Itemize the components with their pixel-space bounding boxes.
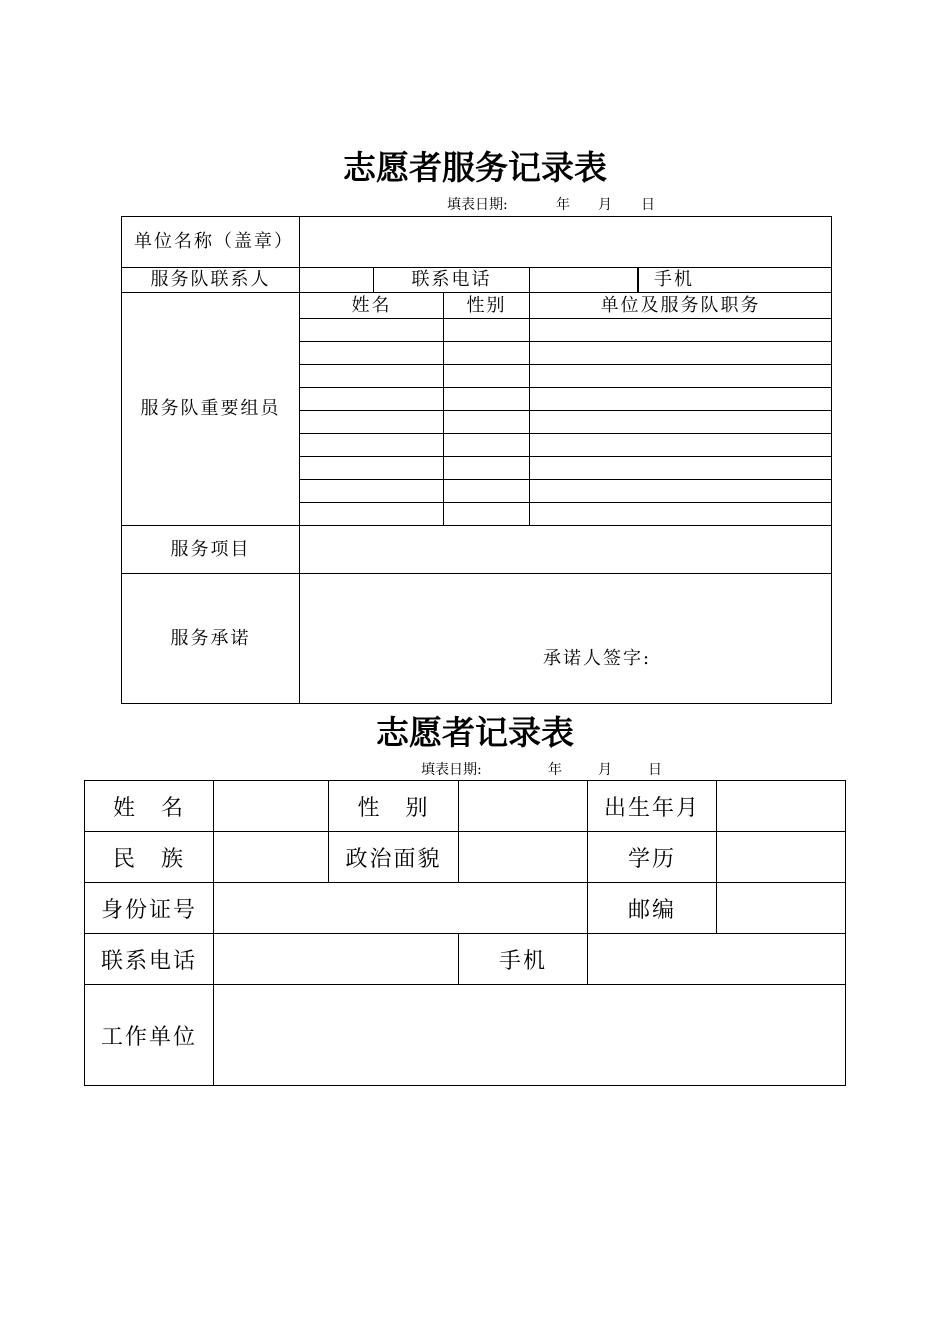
member-name-cell[interactable] xyxy=(300,365,444,388)
member-position-cell[interactable] xyxy=(530,342,832,365)
id-label: 身份证号 xyxy=(85,883,214,934)
political-field[interactable] xyxy=(459,832,588,883)
phone2-field[interactable] xyxy=(214,934,459,985)
member-position-cell[interactable] xyxy=(530,480,832,503)
ethnicity-label: 民 族 xyxy=(85,832,214,883)
member-gender-cell[interactable] xyxy=(444,503,530,526)
phone-field[interactable] xyxy=(530,268,694,293)
mobile-label: 手机 xyxy=(638,267,709,293)
form2-date-label: 填表日期: xyxy=(421,762,482,778)
form2-date-bar xyxy=(0,759,950,779)
promise-field[interactable] xyxy=(300,574,832,704)
col-position-header: 单位及服务队职务 xyxy=(530,293,832,319)
form1-date-label: 填表日期: xyxy=(447,197,508,213)
member-name-cell[interactable] xyxy=(300,388,444,411)
id-field[interactable] xyxy=(214,883,588,934)
unit-name-label: 单位名称（盖章） xyxy=(122,217,300,268)
form2-date-year: 年 xyxy=(548,762,562,778)
member-position-cell[interactable] xyxy=(530,434,832,457)
volunteer-service-form xyxy=(121,216,832,704)
education-field[interactable] xyxy=(717,832,846,883)
unit-name-field[interactable] xyxy=(300,217,832,268)
form1-date-month: 月 xyxy=(598,197,612,213)
ethnicity-field[interactable] xyxy=(214,832,329,883)
form1-date-day: 日 xyxy=(641,197,655,213)
member-position-cell[interactable] xyxy=(530,388,832,411)
member-name-cell[interactable] xyxy=(300,319,444,342)
project-field[interactable] xyxy=(300,526,832,574)
promise-label: 服务承诺 xyxy=(122,574,300,704)
form1-date-year: 年 xyxy=(556,197,570,213)
gender-field[interactable] xyxy=(459,781,588,832)
work-label: 工作单位 xyxy=(85,985,214,1086)
name-field[interactable] xyxy=(214,781,329,832)
member-name-cell[interactable] xyxy=(300,480,444,503)
member-gender-cell[interactable] xyxy=(444,319,530,342)
postcode-label: 邮编 xyxy=(588,883,717,934)
mobile2-field[interactable] xyxy=(588,934,846,985)
member-name-cell[interactable] xyxy=(300,503,444,526)
phone2-label: 联系电话 xyxy=(85,934,214,985)
volunteer-record-form xyxy=(84,780,846,1086)
member-position-cell[interactable] xyxy=(530,365,832,388)
member-gender-cell[interactable] xyxy=(444,480,530,503)
contact-label: 服务队联系人 xyxy=(122,268,300,293)
political-label: 政治面貌 xyxy=(329,832,459,883)
member-name-cell[interactable] xyxy=(300,457,444,480)
member-name-cell[interactable] xyxy=(300,434,444,457)
name-label: 姓 名 xyxy=(85,781,214,832)
col-name-header: 姓名 xyxy=(300,293,444,319)
phone-label: 联系电话 xyxy=(374,268,530,293)
member-name-cell[interactable] xyxy=(300,342,444,365)
gender-label: 性 别 xyxy=(329,781,459,832)
member-gender-cell[interactable] xyxy=(444,365,530,388)
member-gender-cell[interactable] xyxy=(444,434,530,457)
birth-label: 出生年月 xyxy=(588,781,717,832)
member-name-cell[interactable] xyxy=(300,411,444,434)
member-gender-cell[interactable] xyxy=(444,457,530,480)
form2-title: 志愿者记录表 xyxy=(376,713,574,752)
member-gender-cell[interactable] xyxy=(444,411,530,434)
education-label: 学历 xyxy=(588,832,717,883)
postcode-field[interactable] xyxy=(717,883,846,934)
work-field[interactable] xyxy=(214,985,846,1086)
member-position-cell[interactable] xyxy=(530,503,832,526)
project-label: 服务项目 xyxy=(122,526,300,574)
contact-field[interactable] xyxy=(300,268,374,293)
member-position-cell[interactable] xyxy=(530,411,832,434)
mobile2-label: 手机 xyxy=(459,934,588,985)
form2-date-month: 月 xyxy=(598,762,612,778)
signature-label: 承诺人签字: xyxy=(542,648,652,669)
members-label: 服务队重要组员 xyxy=(122,293,300,526)
member-gender-cell[interactable] xyxy=(444,342,530,365)
form1-date-bar xyxy=(0,194,950,214)
birth-field[interactable] xyxy=(717,781,846,832)
form1-title: 志愿者服务记录表 xyxy=(343,148,607,187)
member-position-cell[interactable] xyxy=(530,457,832,480)
member-gender-cell[interactable] xyxy=(444,388,530,411)
form2-date-day: 日 xyxy=(648,762,662,778)
member-position-cell[interactable] xyxy=(530,319,832,342)
col-gender-header: 性别 xyxy=(444,293,530,319)
